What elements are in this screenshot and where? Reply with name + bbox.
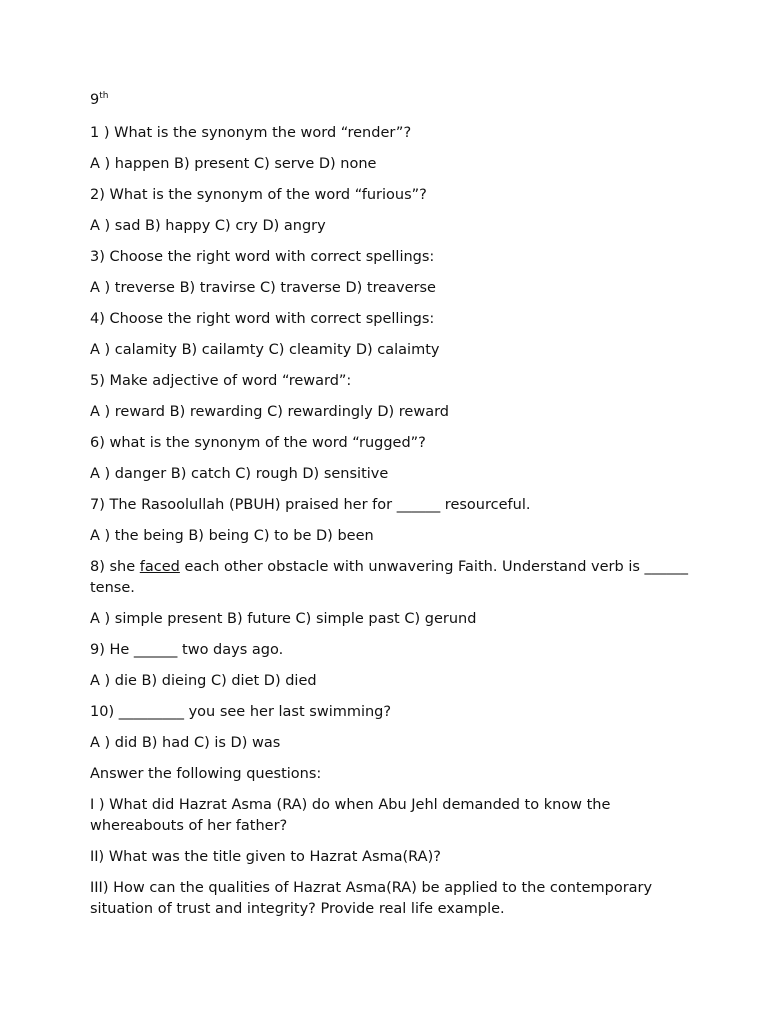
document-page [90,90,690,930]
underlined-verb: faced [139,559,180,575]
question-4: 4) Choose the right word with correct spellings: [90,311,435,327]
question-2: 2) What is the synonym of the word “furious”? [90,187,427,203]
question-8: 8) she faced each other obstacle with unwavering Faith. Understand verb is ______ tense. [90,559,689,596]
open-question-3: III) How can the qualities of Hazrat Asma(RA) be applied to the contemporary situation of trust and integrity? Provide real life example. [90,880,653,917]
grade-suffix: th [99,91,109,102]
options-2: A ) sad B) happy C) cry D) angry [90,218,326,234]
open-question-2: II) What was the title given to Hazrat Asma(RA)? [90,849,441,865]
question-10: 10) _________ you see her last swimming? [90,704,392,720]
section-heading: Answer the following questions: [90,766,322,782]
options-7: A ) the being B) being C) to be D) been [90,528,374,544]
question-6: 6) what is the synonym of the word “rugged”? [90,435,426,451]
options-5: A ) reward B) rewarding C) rewardingly D) reward [90,404,449,420]
question-3: 3) Choose the right word with correct spellings: [90,249,435,265]
options-6: A ) danger B) catch C) rough D) sensitive [90,466,389,482]
question-7: 7) The Rasoolullah (PBUH) praised her for ______ resourceful. [90,497,531,513]
options-1: A ) happen B) present C) serve D) none [90,156,377,172]
options-8: A ) simple present B) future C) simple past C) gerund [90,611,477,627]
options-4: A ) calamity B) cailamty C) cleamity D) calaimty [90,342,440,358]
question-5: 5) Make adjective of word “reward”: [90,373,352,389]
question-1: 1 ) What is the synonym the word “render”? [90,125,412,141]
grade-label: 9th [90,91,109,108]
options-3: A ) treverse B) travirse C) traverse D) treaverse [90,280,436,296]
open-question-1: I ) What did Hazrat Asma (RA) do when Abu Jehl demanded to know the whereabouts of her father? [90,797,611,834]
options-10: A ) did B) had C) is D) was [90,735,281,751]
options-9: A ) die B) dieing C) diet D) died [90,673,317,689]
question-9: 9) He ______ two days ago. [90,642,284,658]
